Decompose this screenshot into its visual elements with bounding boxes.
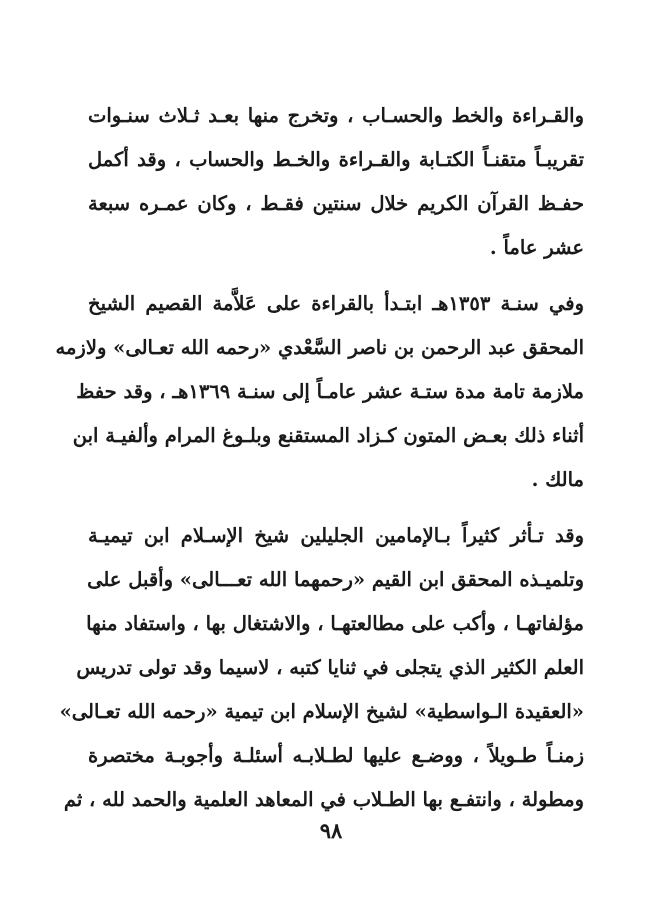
paragraph-spacer [88, 270, 584, 282]
paragraph-3 [59, 514, 584, 822]
text-line: ومطولة ، وانتفـع بها الطـلاب في المعاهد العلمية والحمد لله ، ثم [63, 788, 584, 811]
text-line: أثناء ذلك بعـض المتون كـزاد المستقنع وبلـوغ المرام وألفيـة ابن [72, 424, 584, 447]
text-line: عشر عاماً . [489, 236, 584, 259]
text-line: «العقيدة الـواسطية» لشيخ الإسلام ابن تيمية «رحمه الله تعـالى» [59, 700, 584, 723]
text-line: تقريبـاً متقنـاً الكتـابة والقـراءة والخـط والحساب ، وقد أكمل [88, 148, 584, 171]
text-line: مالك . [531, 468, 584, 491]
text-line: العلم الكثير الذي يتجلى في ثنايا كتبه ، لاسيما وقد تولى تدريس [76, 656, 584, 679]
paragraph-spacer [88, 502, 584, 514]
text-line: وفي سنـة ١٣٥٣هـ ابتـدأ بالقراءة على عَلاَّمة القصيم الشيخ [88, 292, 584, 315]
body-text [55, 94, 584, 822]
text-line: وتلميـذه المحقق ابن القيم «رحمهما الله تعـــالى» وأقبل على [87, 568, 584, 591]
text-line: مؤلفاتهـا ، وأكب على مطالعتهـا ، والاشتغال بها ، واستفاد منها [86, 612, 584, 635]
text-line: والقـراءة والخط والحسـاب ، وتخرج منها بعـد ثـلاث سنـوات [88, 104, 584, 127]
page-number: ٩٨ [319, 818, 343, 843]
paragraph-2 [55, 282, 584, 502]
text-line: حفـظ القرآن الكريم خلال سنتين فقـط ، وكان عمـره سبعة [88, 192, 584, 215]
text-line: وقد تـأثر كثيراً بـالإمامين الجليلين شيخ الإسـلام ابن تيميـة [88, 524, 584, 547]
text-line: ملازمة تامة مدة ستـة عشر عامـاً إلى سنـة ١٣٦٩هـ ، وقد حفظ [76, 380, 584, 403]
text-line: زمنـاً طـويلاً ، ووضـع عليها لطـلابـه أسئلـة وأجوبـة مختصرة [88, 744, 584, 767]
paragraph-1 [88, 94, 584, 270]
text-line: المحقق عبد الرحمن بن ناصر السَّعْدي «رحمه الله تعـالى» ولازمه [55, 336, 584, 359]
